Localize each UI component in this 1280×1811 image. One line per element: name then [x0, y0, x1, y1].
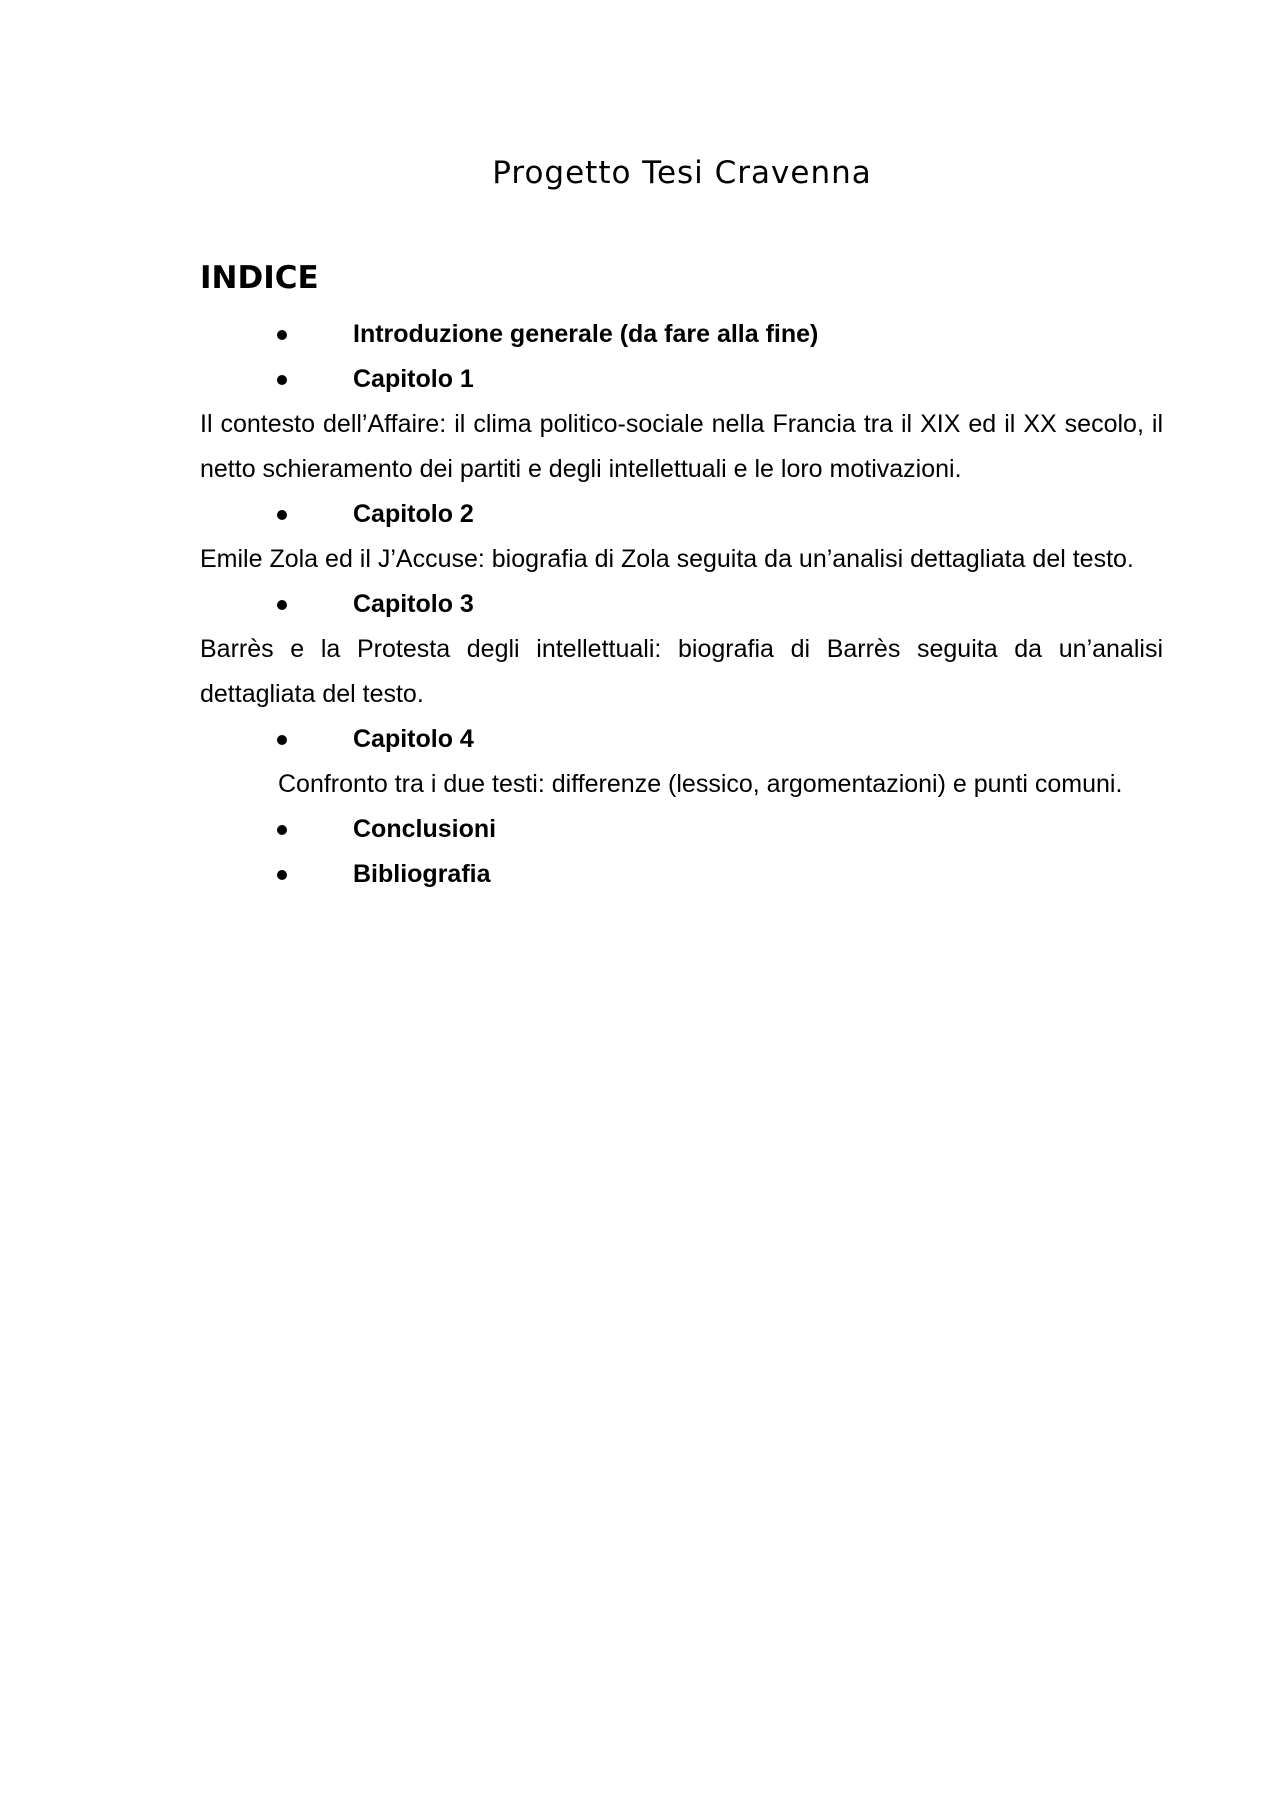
toc-item-label: Capitolo 3 [353, 590, 474, 618]
index-heading: INDICE [200, 260, 319, 296]
capitolo-3-description: Barrès e la Protesta degli intellettuali: biografia di Barrès seguita da un’analisi dettagliata del testo. [200, 635, 1163, 708]
bullet-icon [277, 735, 287, 745]
bullet-icon [277, 510, 287, 520]
bullet-icon [277, 330, 287, 340]
document-title: Progetto Tesi Cravenna [492, 155, 872, 191]
toc-item-capitolo-4 [200, 717, 1163, 762]
bullet-icon [277, 375, 287, 385]
toc-item-conclusioni [200, 807, 1163, 852]
capitolo-1-description: Il contesto dell’Affaire: il clima politico-sociale nella Francia tra il XIX ed il XX secolo, il netto schieramento dei partiti e degli intellettuali e le loro motivazioni. [200, 410, 1163, 483]
toc-item-bibliografia [200, 852, 1163, 897]
toc-item-label: Introduzione generale (da fare alla fine) [353, 320, 819, 348]
bullet-icon [277, 600, 287, 610]
capitolo-2-description: Emile Zola ed il J’Accuse: biografia di Zola seguita da un’analisi dettagliata del testo. [200, 545, 1134, 573]
toc-item-label: Capitolo 4 [353, 725, 474, 753]
toc-item-label: Bibliografia [353, 860, 491, 888]
toc-item-label: Capitolo 1 [353, 365, 474, 393]
toc-item-capitolo-2 [200, 492, 1163, 537]
toc-item-capitolo-3 [200, 582, 1163, 627]
bullet-icon [277, 825, 287, 835]
table-of-contents [200, 312, 1163, 897]
toc-item-label: Capitolo 2 [353, 500, 474, 528]
toc-item-capitolo-1 [200, 357, 1163, 402]
bullet-icon [277, 870, 287, 880]
toc-item-introduzione [200, 312, 1163, 357]
toc-item-label: Conclusioni [353, 815, 497, 843]
capitolo-4-description: Confronto tra i due testi: differenze (lessico, argomentazioni) e punti comuni. [278, 770, 1123, 798]
